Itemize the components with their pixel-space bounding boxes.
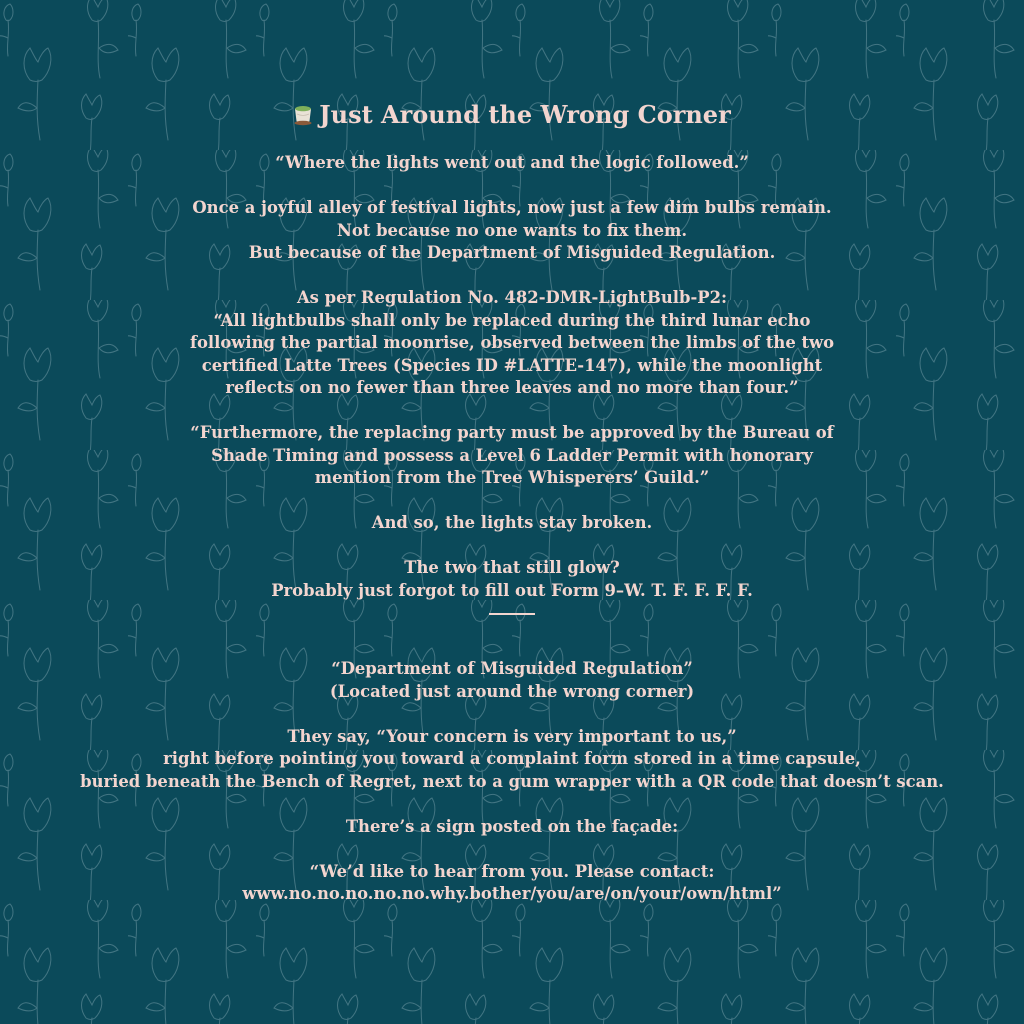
matcha-cup-icon bbox=[293, 104, 313, 126]
sign-paragraph bbox=[0, 861, 1024, 906]
furthermore-line: Shade Timing and possess a Level 6 Ladder Permit with honorary bbox=[211, 445, 813, 465]
tagline-text: “Where the lights went out and the logic followed.” bbox=[275, 153, 749, 172]
they-say-line: right before pointing you toward a complaint form stored in a time capsule, bbox=[163, 749, 861, 768]
regulation-line: following the partial moonrise, observed between the limbs of the two bbox=[189, 333, 835, 352]
tagline bbox=[0, 152, 1024, 175]
department-paragraph bbox=[0, 658, 1024, 703]
regulation-paragraph bbox=[0, 287, 1024, 400]
glow-paragraph bbox=[0, 557, 1024, 602]
regulation-line: reflects on no fewer than three leaves and no more than four.” bbox=[225, 378, 799, 397]
regulation-line: “All lightbulbs shall only be replaced during the third lunar echo bbox=[213, 310, 811, 330]
main-content bbox=[0, 100, 1024, 928]
they-say-line: buried beneath the Bench of Regret, next to a gum wrapper with a QR code that doesn’t scan. bbox=[80, 771, 944, 791]
intro-line: Once a joyful alley of festival lights, now just a few dim bulbs remain. bbox=[192, 198, 832, 217]
they-say-paragraph bbox=[0, 726, 1024, 794]
department-line: (Located just around the wrong corner) bbox=[329, 681, 695, 701]
broken-paragraph bbox=[0, 512, 1024, 535]
page-title bbox=[0, 100, 1024, 130]
intro-line: Not because no one wants to fix them. bbox=[336, 220, 688, 240]
intro-paragraph bbox=[0, 197, 1024, 265]
regulation-line: certified Latte Trees (Species ID #LATTE-147), while the moonlight bbox=[201, 355, 823, 375]
department-line: “Department of Misguided Regulation” bbox=[331, 659, 693, 678]
they-say-line: They say, “Your concern is very important to us,” bbox=[287, 726, 737, 746]
sign-intro-paragraph bbox=[0, 816, 1024, 839]
sign-line: “We’d like to hear from you. Please contact: bbox=[309, 861, 715, 881]
sign-url: www.no.no.no.no.no.why.bother/you/are/on/your/own/html” bbox=[242, 884, 782, 903]
regulation-line: As per Regulation No. 482-DMR-LightBulb-P2: bbox=[296, 288, 728, 307]
broken-line: And so, the lights stay broken. bbox=[371, 513, 653, 532]
section-divider bbox=[489, 613, 535, 615]
furthermore-line: mention from the Tree Whisperers’ Guild.” bbox=[314, 468, 710, 487]
sign-intro-line: There’s a sign posted on the façade: bbox=[345, 816, 679, 836]
furthermore-line: “Furthermore, the replacing party must be approved by the Bureau of bbox=[190, 423, 834, 442]
furthermore-paragraph bbox=[0, 422, 1024, 490]
title-text: Just Around the Wrong Corner bbox=[319, 100, 731, 129]
glow-line: The two that still glow? bbox=[404, 558, 620, 577]
glow-line: Probably just forgot to fill out Form 9–W. T. F. F. F. F. bbox=[271, 580, 753, 600]
intro-line: But because of the Department of Misguided Regulation. bbox=[248, 243, 776, 262]
